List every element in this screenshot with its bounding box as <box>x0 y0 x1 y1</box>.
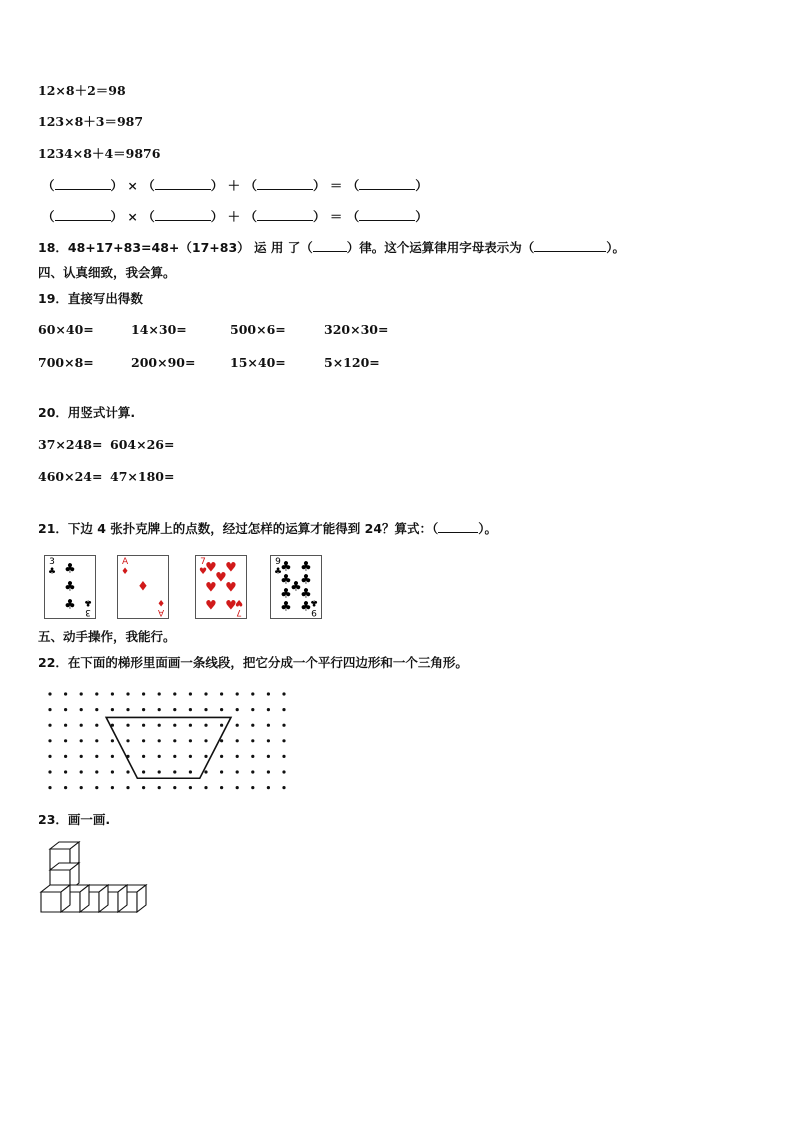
card-pip-icon: ♣ <box>280 559 292 575</box>
blank-field[interactable] <box>155 208 211 221</box>
grid-dot[interactable] <box>158 692 161 695</box>
grid-dot[interactable] <box>173 755 176 758</box>
question-22: 22．在下面的梯形里面画一条线段，把它分成一个平行四边形和一个三角形。 <box>38 655 468 670</box>
grid-dot[interactable] <box>80 692 83 695</box>
grid-dot[interactable] <box>220 786 223 789</box>
grid-dot[interactable] <box>48 786 51 789</box>
grid-dot[interactable] <box>80 724 83 727</box>
grid-dot[interactable] <box>189 724 192 727</box>
calc-item: 200×90= <box>131 355 196 370</box>
pattern-line-3: 1234×8＋4＝9876 <box>38 146 161 161</box>
grid-dot[interactable] <box>220 770 223 773</box>
grid-dot[interactable] <box>48 692 51 695</box>
grid-dot[interactable] <box>111 692 114 695</box>
card-pip-icon: ♣ <box>290 579 302 595</box>
grid-dot[interactable] <box>48 708 51 711</box>
card-rank: 9 ♣ <box>274 557 283 577</box>
card-rank: 3 ♣ <box>83 597 92 617</box>
grid-dot[interactable] <box>220 755 223 758</box>
grid-dot[interactable] <box>126 724 129 727</box>
grid-dot[interactable] <box>204 770 207 773</box>
grid-dot[interactable] <box>64 786 67 789</box>
grid-dot[interactable] <box>158 724 161 727</box>
grid-dot[interactable] <box>80 755 83 758</box>
grid-dot[interactable] <box>173 692 176 695</box>
grid-dot[interactable] <box>80 708 83 711</box>
grid-dot[interactable] <box>204 755 207 758</box>
grid-dot[interactable] <box>267 739 270 742</box>
answer-blank[interactable] <box>313 239 347 252</box>
answer-blank[interactable] <box>534 239 606 252</box>
question-20-title: 20．用竖式计算. <box>38 405 136 420</box>
dot-grid[interactable] <box>40 685 290 795</box>
grid-dot[interactable] <box>251 724 254 727</box>
question-21: 21．下边 4 张扑克牌上的点数，经过怎样的运算才能得到 24？算式：（ ）。 <box>38 521 498 536</box>
grid-dot[interactable] <box>64 755 67 758</box>
card-pip-icon: ♣ <box>280 599 292 615</box>
section-5-heading: 五、动手操作，我能行。 <box>38 629 176 644</box>
grid-dot[interactable] <box>95 770 98 773</box>
grid-dot[interactable] <box>236 692 239 695</box>
grid-dot[interactable] <box>95 755 98 758</box>
card-rank: A ♦ <box>121 557 130 577</box>
grid-dot[interactable] <box>220 724 223 727</box>
calc-item: 47×180= <box>110 469 175 484</box>
grid-dot[interactable] <box>95 786 98 789</box>
card-rank: 9 ♣ <box>309 597 318 617</box>
grid-dot[interactable] <box>173 708 176 711</box>
grid-dot[interactable] <box>173 786 176 789</box>
card-pip-icon: ♣ <box>300 586 312 602</box>
trapezoid-shape <box>106 717 231 778</box>
grid-dot[interactable] <box>220 708 223 711</box>
card-pip-icon: ♣ <box>280 586 292 602</box>
playing-card <box>270 555 322 619</box>
calc-item: 320×30= <box>324 322 389 337</box>
grid-dot[interactable] <box>48 755 51 758</box>
grid-dot[interactable] <box>189 708 192 711</box>
section-4-heading: 四、认真细致，我会算。 <box>38 265 176 280</box>
grid-dot[interactable] <box>236 739 239 742</box>
grid-dot[interactable] <box>158 708 161 711</box>
grid-dot[interactable] <box>251 755 254 758</box>
blank-field[interactable] <box>55 177 111 190</box>
grid-dot[interactable] <box>64 692 67 695</box>
pattern-fill-row-1: （ ） × （ ） ＋ （ ） ＝ （ ） <box>42 178 428 193</box>
grid-dot[interactable] <box>142 786 145 789</box>
grid-dot[interactable] <box>251 692 254 695</box>
card-pip-icon: ♣ <box>300 599 312 615</box>
grid-dot[interactable] <box>189 739 192 742</box>
grid-dot[interactable] <box>95 724 98 727</box>
grid-dot[interactable] <box>126 786 129 789</box>
grid-dot[interactable] <box>80 739 83 742</box>
card-rank: 7 ♥ <box>199 557 208 577</box>
grid-dot[interactable] <box>204 708 207 711</box>
grid-dot[interactable] <box>111 755 114 758</box>
grid-dot[interactable] <box>282 755 285 758</box>
grid-dot[interactable] <box>126 739 129 742</box>
calc-item: 14×30= <box>131 322 187 337</box>
card-rank: 7 ♥ <box>234 597 243 617</box>
card-pip-icon: ♥ <box>225 560 237 576</box>
question-18: 18．48+17+83=48+（17+83） 运 用 了（ ）律。这个运算律用字母表示为（ ）。 <box>38 240 625 255</box>
grid-dot[interactable] <box>251 708 254 711</box>
calc-item: 604×26= <box>110 437 175 452</box>
card-pip-icon: ♦ <box>137 579 149 595</box>
blank-field[interactable] <box>257 208 313 221</box>
grid-dot[interactable] <box>236 724 239 727</box>
pattern-fill-row-2: （ ） × （ ） ＋ （ ） ＝ （ ） <box>42 209 428 224</box>
grid-dot[interactable] <box>64 739 67 742</box>
grid-dot[interactable] <box>173 724 176 727</box>
grid-dot[interactable] <box>142 770 145 773</box>
grid-dot[interactable] <box>282 692 285 695</box>
grid-dot[interactable] <box>173 770 176 773</box>
grid-dot[interactable] <box>220 692 223 695</box>
answer-blank[interactable] <box>438 520 478 533</box>
grid-dot[interactable] <box>189 786 192 789</box>
grid-dot[interactable] <box>48 724 51 727</box>
blank-field[interactable] <box>155 177 211 190</box>
grid-dot[interactable] <box>173 739 176 742</box>
grid-dot[interactable] <box>251 770 254 773</box>
card-pip-icon: ♣ <box>64 561 76 577</box>
grid-dot[interactable] <box>111 708 114 711</box>
cube-figure <box>38 844 138 914</box>
grid-dot[interactable] <box>189 755 192 758</box>
grid-dot[interactable] <box>64 770 67 773</box>
grid-dot[interactable] <box>236 786 239 789</box>
grid-dot[interactable] <box>236 708 239 711</box>
calc-item: 37×248= <box>38 437 103 452</box>
calc-item: 500×6= <box>230 322 286 337</box>
card-pip-icon: ♥ <box>225 598 237 614</box>
grid-dot[interactable] <box>142 739 145 742</box>
grid-dot[interactable] <box>158 786 161 789</box>
grid-dot[interactable] <box>204 692 207 695</box>
grid-dot[interactable] <box>64 708 67 711</box>
card-pip-icon: ♣ <box>280 572 292 588</box>
card-pip-icon: ♥ <box>205 580 217 596</box>
card-pip-icon: ♣ <box>300 559 312 575</box>
grid-dot[interactable] <box>158 770 161 773</box>
grid-dot[interactable] <box>204 739 207 742</box>
grid-dot[interactable] <box>267 708 270 711</box>
grid-dot[interactable] <box>48 770 51 773</box>
grid-dot[interactable] <box>126 692 129 695</box>
grid-dot[interactable] <box>158 739 161 742</box>
grid-dot[interactable] <box>142 708 145 711</box>
card-pip-icon: ♣ <box>300 572 312 588</box>
grid-dot[interactable] <box>142 755 145 758</box>
grid-dot[interactable] <box>142 724 145 727</box>
grid-dot[interactable] <box>282 770 285 773</box>
grid-dot[interactable] <box>189 692 192 695</box>
grid-dot[interactable] <box>142 692 145 695</box>
grid-dot[interactable] <box>251 739 254 742</box>
grid-dot[interactable] <box>80 786 83 789</box>
grid-dot[interactable] <box>267 770 270 773</box>
grid-dot[interactable] <box>48 739 51 742</box>
calc-item: 460×24= <box>38 469 103 484</box>
playing-card <box>44 555 96 619</box>
grid-dot[interactable] <box>267 724 270 727</box>
grid-dot[interactable] <box>111 770 114 773</box>
grid-dot[interactable] <box>267 692 270 695</box>
card-pip-icon: ♥ <box>205 598 217 614</box>
grid-dot[interactable] <box>267 786 270 789</box>
calc-item: 700×8= <box>38 355 94 370</box>
playing-card <box>195 555 247 619</box>
blank-field[interactable] <box>359 177 415 190</box>
grid-dot[interactable] <box>158 755 161 758</box>
grid-dot[interactable] <box>95 708 98 711</box>
card-pip-icon: ♥ <box>205 560 217 576</box>
question-19-title: 19．直接写出得数 <box>38 291 143 306</box>
grid-dot[interactable] <box>64 724 67 727</box>
grid-dot[interactable] <box>220 739 223 742</box>
grid-dot[interactable] <box>282 739 285 742</box>
question-23: 23．画一画. <box>38 812 111 827</box>
grid-dot[interactable] <box>111 739 114 742</box>
grid-dot[interactable] <box>126 770 129 773</box>
grid-dot[interactable] <box>126 708 129 711</box>
grid-dot[interactable] <box>282 786 285 789</box>
card-pip-icon: ♣ <box>64 579 76 595</box>
pattern-line-2: 123×8＋3＝987 <box>38 114 144 129</box>
grid-dot[interactable] <box>111 786 114 789</box>
grid-dot[interactable] <box>204 724 207 727</box>
grid-dot[interactable] <box>251 786 254 789</box>
playing-card <box>117 555 169 619</box>
calc-item: 15×40= <box>230 355 286 370</box>
grid-dot[interactable] <box>282 724 285 727</box>
cube <box>41 885 70 912</box>
calc-item: 60×40= <box>38 322 94 337</box>
grid-dot[interactable] <box>236 755 239 758</box>
blank-field[interactable] <box>257 177 313 190</box>
grid-dot[interactable] <box>204 786 207 789</box>
card-rank: 3 ♣ <box>48 557 57 577</box>
grid-dot[interactable] <box>267 755 270 758</box>
pattern-line-1: 12×8＋2＝98 <box>38 83 126 98</box>
grid-dot[interactable] <box>95 739 98 742</box>
grid-dot[interactable] <box>189 770 192 773</box>
card-pip-icon: ♣ <box>64 597 76 613</box>
calc-item: 5×120= <box>324 355 380 370</box>
card-pip-icon: ♥ <box>225 580 237 596</box>
grid-dot[interactable] <box>80 770 83 773</box>
blank-field[interactable] <box>55 208 111 221</box>
grid-dot[interactable] <box>95 692 98 695</box>
grid-dot[interactable] <box>236 770 239 773</box>
blank-field[interactable] <box>359 208 415 221</box>
grid-dot[interactable] <box>282 708 285 711</box>
card-pip-icon: ♥ <box>215 570 227 586</box>
card-rank: A ♦ <box>156 597 165 617</box>
